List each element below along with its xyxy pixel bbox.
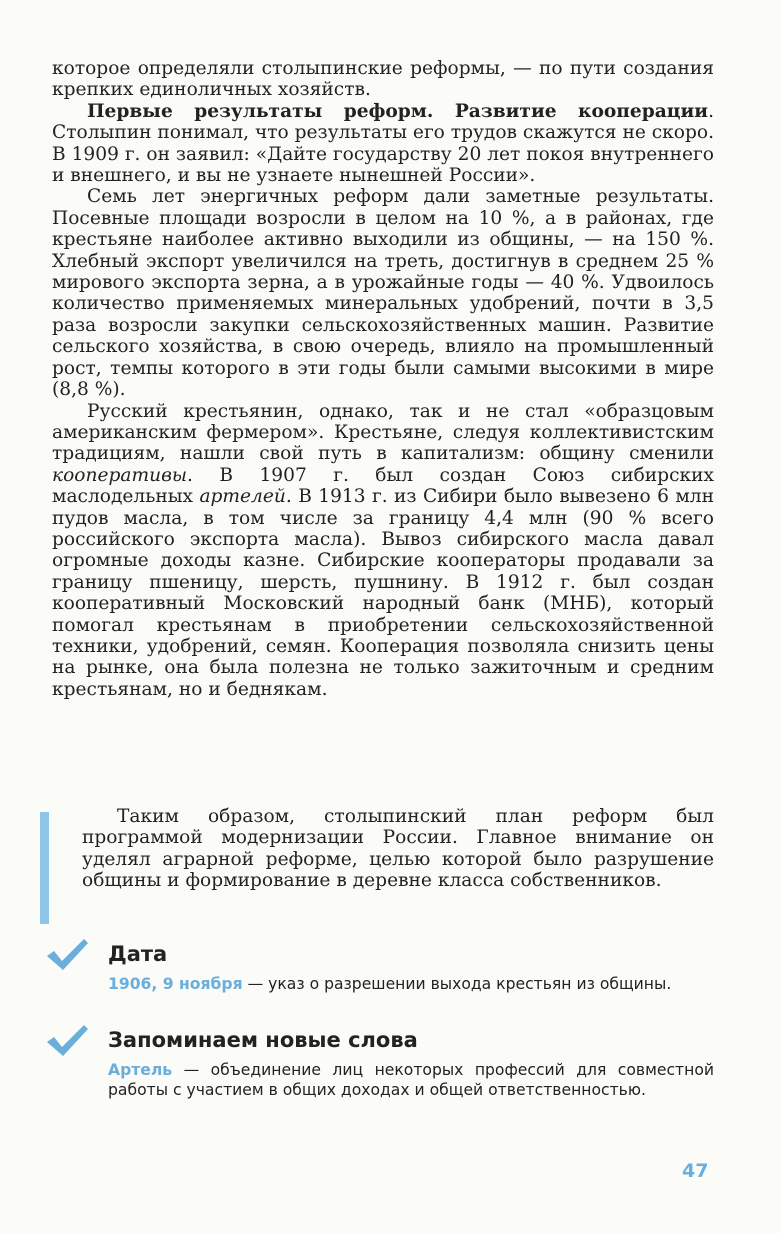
new-words-title: Запоминаем новые слова xyxy=(108,1028,418,1052)
main-text xyxy=(52,58,714,700)
paragraph-text: Русский крестьянин, однако, так и не стал «образцовым американским фермером». Крестьяне, следуя коллективистским традициям, нашли свой путь в капитализм: общину сменили xyxy=(52,400,714,465)
glossary-definition: — объединение лиц некоторых профессий для совместной работы с участием в общих доходах и общей ответственностью. xyxy=(108,1061,714,1099)
checkmark-icon xyxy=(44,936,90,974)
paragraph: которое определяли столыпинские реформы, — по пути создания крепких единоличных хозяйств. xyxy=(52,58,714,101)
glossary-entry xyxy=(108,1060,714,1100)
glossary-term: Артель xyxy=(108,1061,173,1079)
new-words-block xyxy=(52,1026,714,1100)
paragraph xyxy=(52,401,714,701)
summary-box xyxy=(40,806,714,892)
paragraph-text: . В 1907 г. был создан Союз сибирских маслодельных xyxy=(52,464,714,508)
term-emphasis: артелей xyxy=(199,486,286,508)
date-title: Дата xyxy=(108,942,168,966)
page-number: 47 xyxy=(682,1160,709,1182)
section-heading: Первые результаты реформ. Развитие кооперации xyxy=(87,100,709,122)
checkmark-icon xyxy=(44,1022,90,1060)
date-text: — указ о разрешении выхода крестьян из общины. xyxy=(242,975,672,993)
date-entry xyxy=(108,974,714,994)
paragraph xyxy=(52,101,714,187)
summary-bar xyxy=(40,812,49,924)
paragraph: Семь лет энергичных реформ дали заметные результаты. Посевные площади возросли в целом на 10 %, а в районах, где крестьяне наиболее активно выходили из общины, — на 150 %. Хлебный экспорт увеличился на треть, достигнув в среднем 25 % мирового экспорта зерна, а в урожайные годы — 40 %. Удвоилось количество применяемых минеральных удобрений, почти в 3,5 раза возросли закупки сельскохозяйственных машин. Развитие сельского хозяйства, в свою очередь, влияло на промышленный рост, темпы которого в эти годы были самыми высокими в мире (8,8 %). xyxy=(52,186,714,401)
summary-text: Таким образом, столыпинский план реформ был программой модернизации России. Главное внимание он уделял аграрной реформе, целью которой было разрушение общины и формирование в деревне класса собственников. xyxy=(82,806,714,892)
paragraph-text: . Столыпин понимал, что результаты его трудов скажутся не скоро. В 1909 г. он заявил: «Дайте государству 20 лет покоя внутреннего и внешнего, и вы не узнаете нынешней России». xyxy=(52,100,714,187)
term-emphasis: кооперативы xyxy=(52,464,188,486)
paragraph-text: . В 1913 г. из Сибири было вывезено 6 млн пудов масла, в том числе за границу 4,4 млн (90 % всего российского экспорта масла). Вывоз сибирского масла давал огромные доходы казне. Сибирские кооператоры продавали за границу пшеницу, шерсть, пушнину. В 1912 г. был создан кооперативный Московский народный банк (МНБ), который помогал крестьянам в приобретении сельскохозяйственной техники, удобрений, семян. Кооперация позволяла снизить цены на рынке, она была полезна не только зажиточным и средним крестьянам, но и беднякам. xyxy=(52,486,714,700)
date-value: 1906, 9 ноября xyxy=(108,975,243,993)
date-block xyxy=(52,940,714,994)
